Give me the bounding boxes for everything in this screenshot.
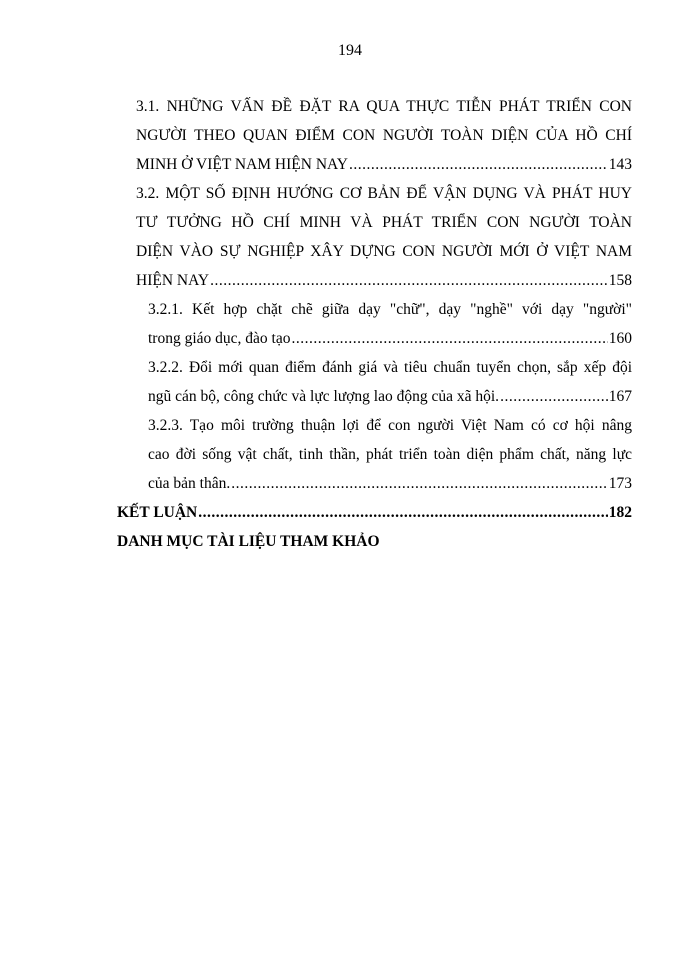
toc-entry-3-2-2-line-1[interactable]: 3.2.2. Đổi mới quan điểm đánh giá và tiêu chuẩn tuyển chọn, sắp xếp đội	[148, 359, 632, 376]
toc-entry-3-2-page: 158	[608, 272, 632, 289]
toc-entry-3-2-2-title-end: ngũ cán bộ, công chức và lực lượng lao động của xã hội.	[148, 388, 500, 405]
toc-entry-3-2-3-line-3[interactable]	[148, 469, 632, 498]
toc-entry-conclusion-title: KẾT LUẬN	[117, 504, 198, 521]
dot-leader	[291, 324, 607, 353]
toc-entry-3-2-line-2[interactable]: TƯ TƯỞNG HỒ CHÍ MINH VÀ PHÁT TRIỂN CON NGƯỜI TOÀN	[136, 214, 632, 231]
toc-entry-3-2-1-page: 160	[608, 330, 632, 347]
dot-leader	[198, 498, 608, 527]
toc-entry-3-2-3-page: 173	[608, 475, 632, 492]
toc-entry-conclusion-page: 182	[608, 504, 632, 521]
toc-entry-3-2-2-line-2[interactable]	[148, 382, 632, 411]
page-number: 194	[338, 42, 362, 59]
toc-entry-3-1-line-2[interactable]: NGƯỜI THEO QUAN ĐIỂM CON NGƯỜI TOÀN DIỆN CỦA HỒ CHÍ	[136, 127, 632, 144]
toc-entry-3-2-3-line-1[interactable]: 3.2.3. Tạo môi trường thuận lợi để con người Việt Nam có cơ hội nâng	[148, 417, 632, 434]
dot-leader	[231, 469, 608, 498]
toc-entry-3-1-line-1[interactable]: 3.1. NHỮNG VẤN ĐỀ ĐẶT RA QUA THỰC TIỄN PHÁT TRIỂN CON	[136, 98, 632, 115]
toc-entry-3-2-1-line-2[interactable]	[148, 324, 632, 353]
toc-entry-3-2-1-line-1[interactable]: 3.2.1. Kết hợp chặt chẽ giữa dạy "chữ", dạy "nghề" với dạy "người"	[148, 301, 632, 318]
toc-entry-3-1-line-3[interactable]	[136, 150, 632, 179]
toc-entry-references[interactable]: DANH MỤC TÀI LIỆU THAM KHẢO	[117, 533, 380, 550]
toc-entry-3-1-page: 143	[608, 156, 632, 173]
dot-leader	[349, 150, 608, 179]
toc-entry-3-1-title-end: MINH Ở VIỆT NAM HIỆN NAY	[136, 156, 348, 173]
toc-entry-3-2-3-title-end: của bản thân.	[148, 475, 231, 492]
toc-entry-3-2-3-line-2[interactable]: cao đời sống vật chất, tinh thần, phát triển toàn diện phẩm chất, năng lực	[148, 446, 632, 463]
toc-entry-3-2-line-3[interactable]: DIỆN VÀO SỰ NGHIỆP XÂY DỰNG CON NGƯỜI MỚI Ở VIỆT NAM	[136, 243, 632, 260]
toc-entry-conclusion[interactable]	[117, 498, 632, 527]
toc-entry-3-2-line-4[interactable]	[136, 266, 632, 295]
toc-entry-3-2-line-1[interactable]: 3.2. MỘT SỐ ĐỊNH HƯỚNG CƠ BẢN ĐỂ VẬN DỤNG VÀ PHÁT HUY	[136, 185, 632, 202]
toc-entry-3-2-2-page: 167	[608, 388, 632, 405]
toc-entry-3-2-title-end: HIỆN NAY	[136, 272, 210, 289]
dot-leader	[210, 266, 608, 295]
dot-leader	[500, 382, 608, 411]
toc-entry-3-2-1-title-end: trong giáo dục, đào tạo	[148, 330, 291, 347]
